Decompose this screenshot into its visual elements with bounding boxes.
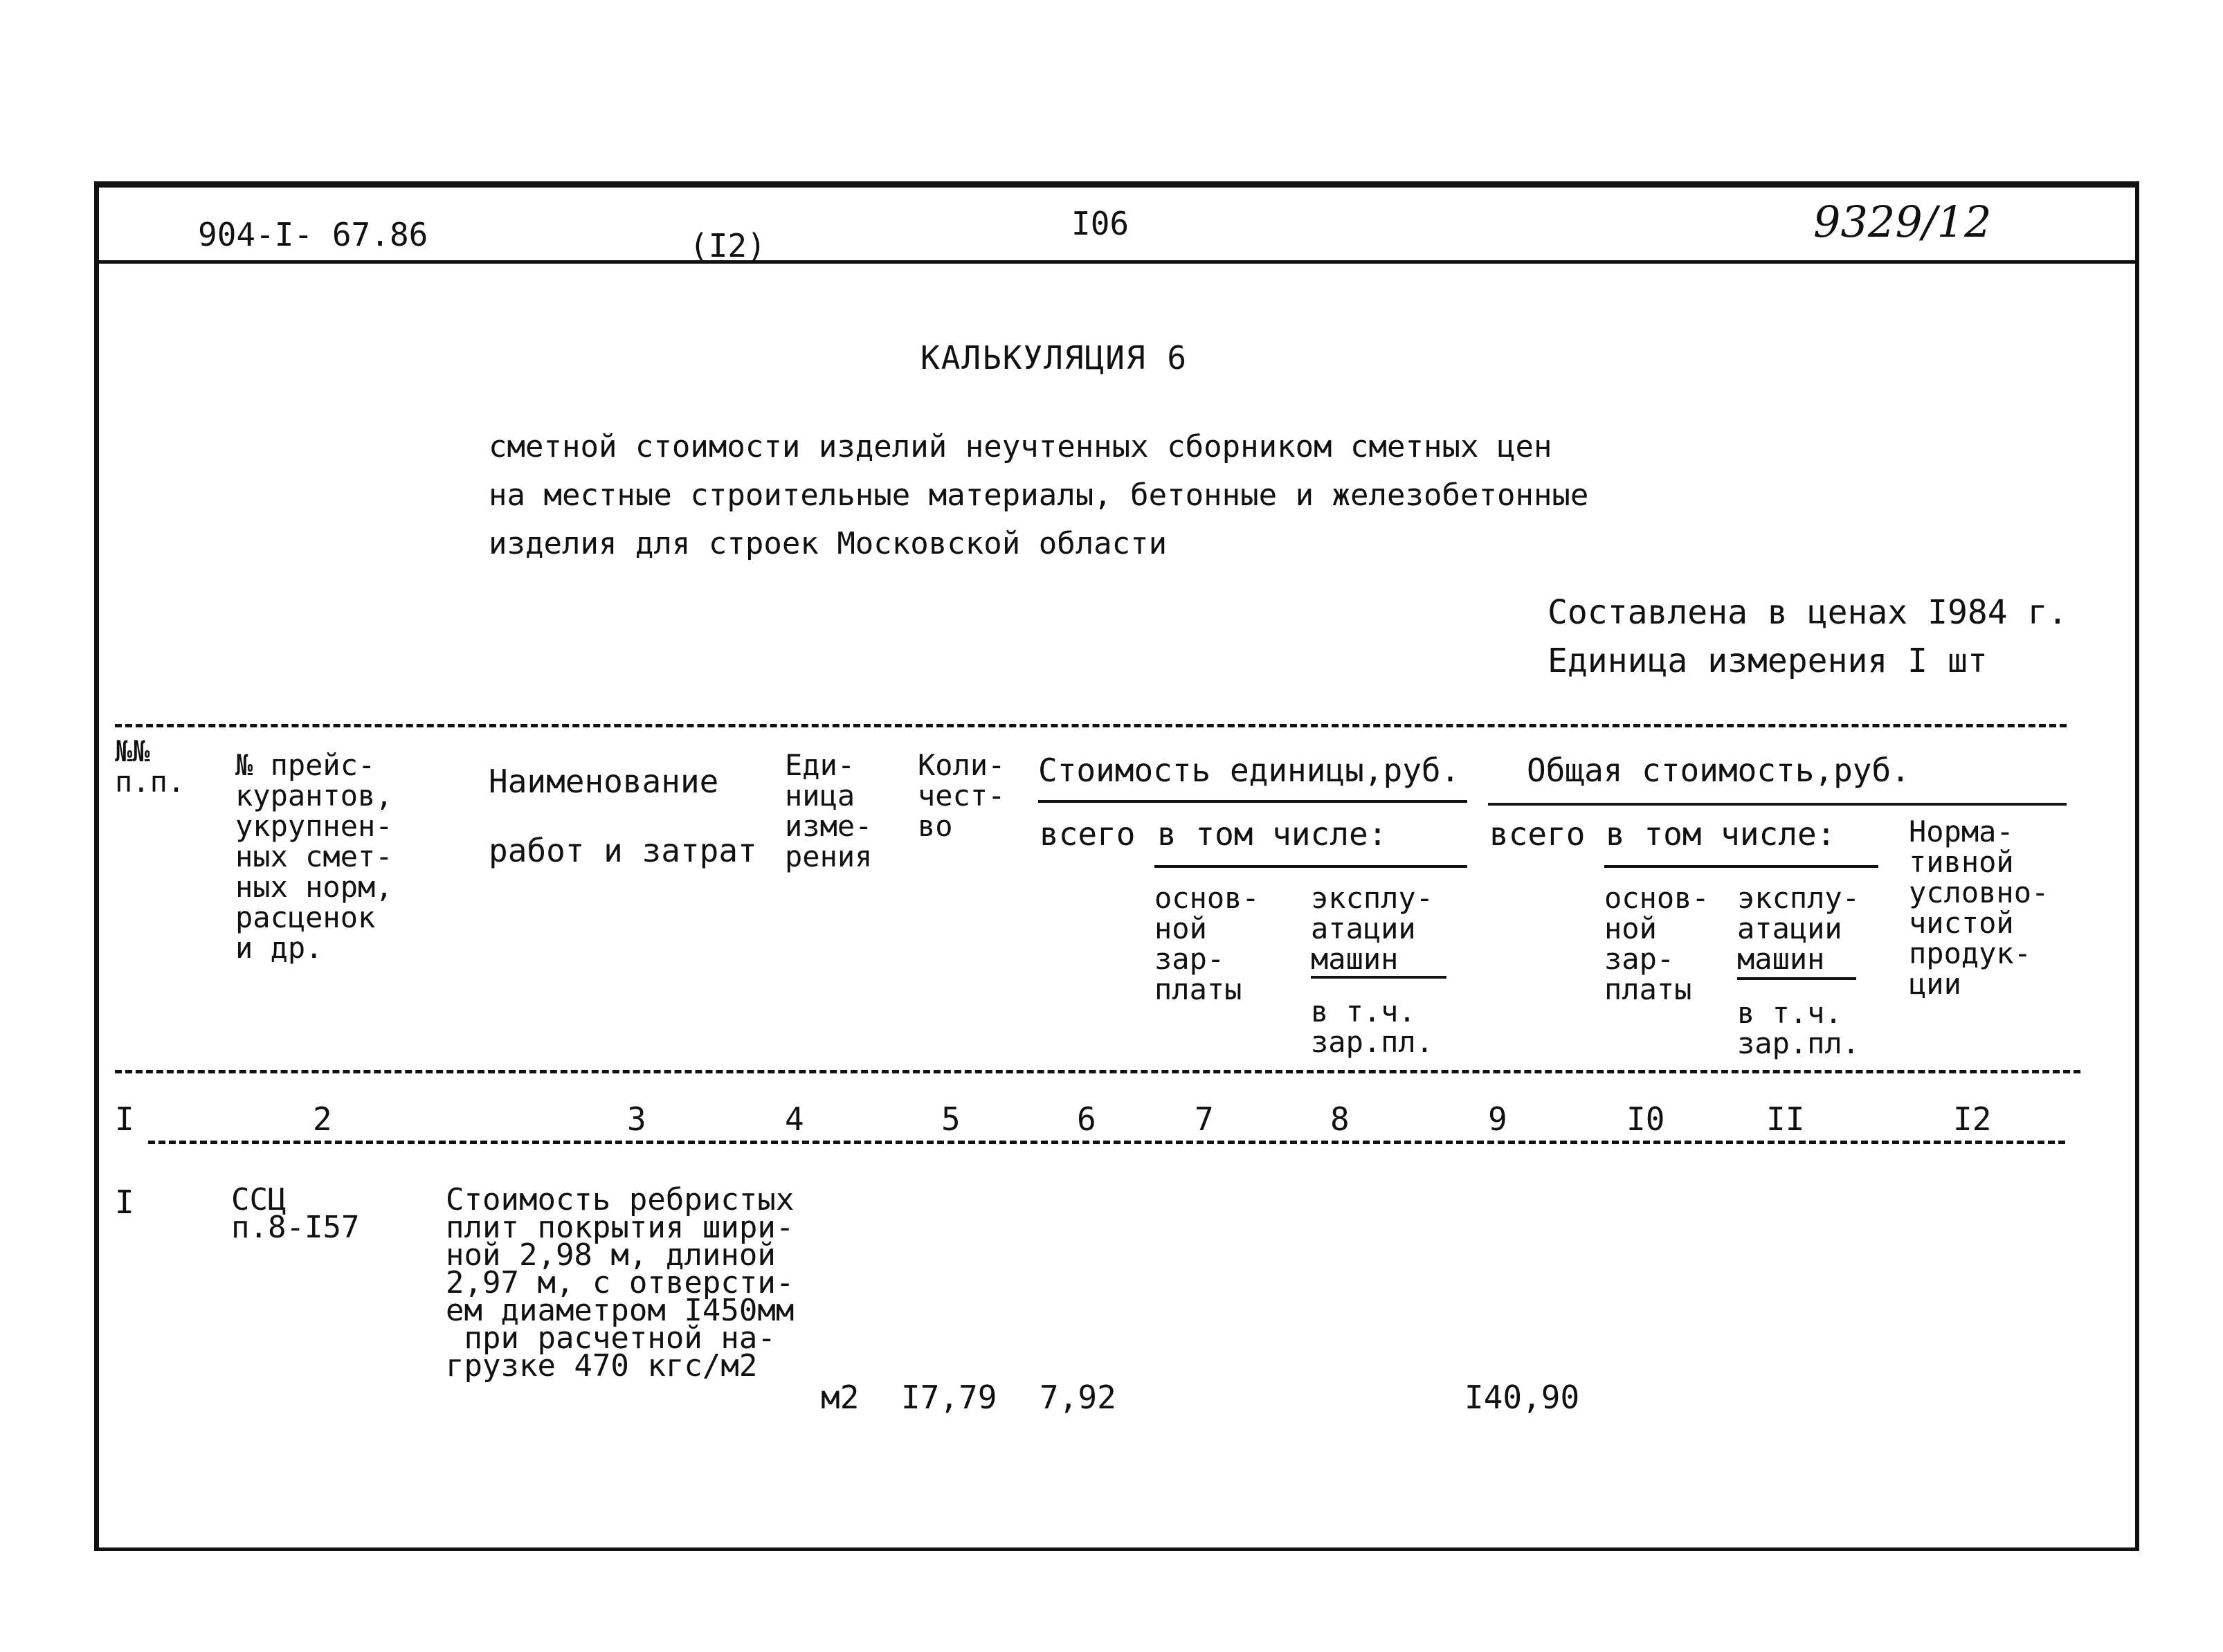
section-number: (I2) bbox=[689, 227, 766, 264]
column-number-6: 6 bbox=[1077, 1100, 1096, 1138]
column-number-7: 7 bbox=[1195, 1100, 1214, 1138]
header-divider bbox=[99, 260, 2135, 264]
page-title: КАЛЬКУЛЯЦИЯ 6 bbox=[920, 339, 1188, 376]
column-number-12: I2 bbox=[1953, 1100, 1992, 1138]
header-total-incl-wages: в т.ч. зар.пл. bbox=[1737, 996, 1860, 1060]
subtitle-line-3: изделия для строек Московской области bbox=[489, 526, 1168, 561]
row-1-unit: м2 bbox=[821, 1379, 860, 1416]
total-incl-rule bbox=[1604, 865, 1878, 868]
header-unit-basic-wages: основ- ной зар- платы bbox=[1154, 881, 1260, 1006]
unit-cost-group-rule bbox=[1038, 800, 1467, 803]
header-unit-incl-wages: в т.ч. зар.пл. bbox=[1311, 995, 1434, 1059]
row-1-work-name: Стоимость ребристых плит покрытия шири- ной 2,98 м, длиной 2,97 м, с отверсти- ем диаметром I450мм при расчетной на- грузке 470 кгс/м2 bbox=[446, 1182, 795, 1383]
unit-incl-rule bbox=[1154, 865, 1467, 868]
page-number: I06 bbox=[1071, 205, 1129, 242]
column-number-3: 3 bbox=[627, 1100, 646, 1138]
row-1-price-ref: ССЦ п.8-I57 bbox=[231, 1182, 360, 1245]
header-unit-machine-ops: эксплу- атации машин bbox=[1311, 881, 1434, 976]
prices-year: Составлена в ценах I984 г. bbox=[1548, 593, 2068, 632]
header-work-name: Наименование работ и затрат bbox=[489, 763, 757, 869]
unit-machine-ops-rule bbox=[1311, 976, 1446, 979]
header-total-machine-ops: эксплу- атации машин bbox=[1737, 881, 1860, 976]
subtitle-line-2: на местные строительные материалы, бетонные и железобетонные bbox=[489, 478, 1589, 513]
header-total-cost-group: Общая стоимость,руб. bbox=[1527, 752, 1910, 789]
header-total-total: всего bbox=[1489, 815, 1586, 853]
column-number-4: 4 bbox=[785, 1100, 804, 1138]
row-1-unit-cost-total: 7,92 bbox=[1040, 1379, 1116, 1416]
header-total-incl: в том числе: bbox=[1606, 815, 1836, 853]
column-number-8: 8 bbox=[1330, 1100, 1350, 1138]
header-unit-incl: в том числе: bbox=[1157, 815, 1388, 853]
column-number-10: I0 bbox=[1626, 1100, 1665, 1138]
row-1-number: I bbox=[115, 1183, 134, 1221]
table-top-rule bbox=[115, 724, 2067, 727]
header-bottom-rule bbox=[115, 1070, 2080, 1073]
header-norm-product: Норма- тивной условно- чистой продук- ции bbox=[1909, 815, 2049, 1001]
column-number-1: I bbox=[115, 1100, 134, 1138]
document-code: 904-I- 67.86 bbox=[198, 216, 428, 253]
column-number-11: II bbox=[1766, 1100, 1805, 1138]
header-row-number: №№ п.п. bbox=[115, 734, 185, 799]
row-1-quantity: I7,79 bbox=[901, 1379, 997, 1416]
column-number-9: 9 bbox=[1488, 1100, 1507, 1138]
header-unit-total: всего bbox=[1040, 815, 1136, 853]
header-unit: Еди- ница изме- рения bbox=[785, 748, 873, 873]
header-price-list-ref: № прейс- курантов, укрупнен- ных смет- ных норм, расценок и др. bbox=[235, 748, 393, 965]
subtitle-line-1: сметной стоимости изделий неучтенных сборником сметных цен bbox=[489, 429, 1552, 464]
header-total-basic-wages: основ- ной зар- платы bbox=[1604, 881, 1709, 1006]
row-1-total-cost: I40,90 bbox=[1464, 1379, 1580, 1416]
column-number-5: 5 bbox=[941, 1100, 961, 1138]
total-machine-ops-rule bbox=[1737, 977, 1856, 980]
header-unit-cost-group: Стоимость единицы,руб. bbox=[1038, 752, 1460, 789]
column-number-2: 2 bbox=[313, 1100, 332, 1138]
column-number-rule bbox=[148, 1141, 2065, 1144]
header-quantity: Коли- чест- во bbox=[918, 748, 1006, 843]
sheet-reference: 9329/12 bbox=[1813, 197, 1992, 247]
unit-of-measure: Единица измерения I шт bbox=[1548, 642, 1988, 680]
total-cost-group-rule bbox=[1488, 803, 2067, 806]
